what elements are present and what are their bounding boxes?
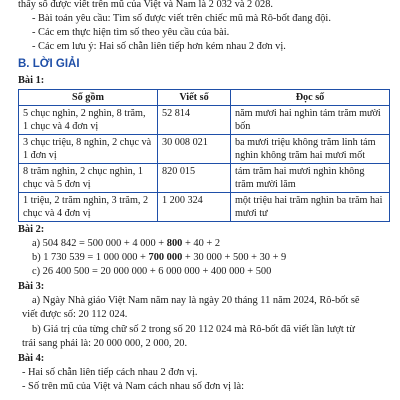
table-cell: tám trăm hai mươi nghìn không trăm mười lăm (231, 163, 390, 192)
bai2-a-pre: a) 504 842 = 500 000 + 4 000 + (32, 238, 167, 250)
bai3-label: Bài 3: (18, 281, 45, 293)
table-cell: 30 008 021 (158, 134, 231, 163)
table-row (19, 105, 390, 134)
table-cell: 52 814 (158, 105, 231, 134)
bai4-line1: - Hai số chẵn liên tiếp cách nhau 2 đơn vị. (22, 366, 198, 378)
bai1-table (18, 89, 390, 222)
table-row (19, 193, 390, 222)
bai2-label: Bài 2: (18, 224, 45, 236)
bai3-a-line2: viết được số: 20 112 024. (22, 309, 128, 321)
intro-line-3: - Các em thực hiện tìm số theo yêu cầu của bài. (32, 27, 230, 39)
table-header: Số gồm (19, 89, 158, 105)
bai2-b-pre: b) 1 730 539 = 1 000 000 + (32, 252, 149, 264)
table-cell: 8 trăm nghìn, 2 chục nghìn, 1 chục và 5 đơn vị (19, 163, 158, 192)
table-cell: 1 200 324 (158, 193, 231, 222)
bai4-line2: - Số trên mũ của Việt và Nam cách nhau số đơn vị là: (22, 380, 244, 392)
bai2-b-bold: 700 000 (148, 252, 183, 264)
bai2-a-bold: 800 (166, 238, 183, 250)
table-cell: 3 chục triệu, 8 nghìn, 2 chục và 1 đơn vị (19, 134, 158, 163)
bai3-b-line2: trái sang phải là: 20 000 000, 2 000, 20. (22, 337, 188, 349)
table-header-row (19, 89, 390, 105)
section-heading: B. LỜI GIẢI (18, 58, 80, 71)
intro-line-1: thấy số được viết trên mũ của Việt và Nam là 2 032 và 2 028. (18, 0, 274, 10)
intro-line-4: - Các em lưu ý: Hai số chẵn liên tiếp hơn kém nhau 2 đơn vị. (32, 41, 286, 53)
bai2-c (18, 265, 390, 279)
bai2-b-post: + 30 000 + 500 + 30 + 9 (182, 252, 287, 264)
bai2-b (18, 251, 390, 265)
table-row (19, 134, 390, 163)
table-cell: một triệu hai trăm nghìn ba trăm hai mươi tư (231, 193, 390, 222)
table-cell: 5 chục nghìn, 2 nghìn, 8 trăm, 1 chục và 4 đơn vị (19, 105, 158, 134)
bai2-a-post: + 40 + 2 (182, 238, 221, 250)
table-cell: 820 015 (158, 163, 231, 192)
bai2-a (18, 237, 390, 251)
bai3-a-line1: a) Ngày Nhà giáo Việt Nam năm nay là ngày 20 tháng 11 năm 2024, Rô-bốt sẽ (32, 295, 360, 307)
table-cell: 1 triệu, 2 trăm nghìn, 3 trăm, 2 chục và 4 đơn vị (19, 193, 158, 222)
table-row (19, 163, 390, 192)
table-cell: năm mươi hai nghìn tám trăm mười bốn (231, 105, 390, 134)
table-header: Đọc số (231, 89, 390, 105)
bai4-label: Bài 4: (18, 352, 45, 364)
bai2-c-pre: c) 26 400 500 = 20 000 000 + 6 000 000 + 400 000 + 500 (32, 266, 272, 278)
intro-line-2: - Bài toán yêu cầu: Tìm số được viết trên chiếc mũ mà Rô-bốt đang đội. (32, 13, 331, 25)
table-cell: ba mươi triệu không trăm linh tám nghìn không trăm hai mươi mốt (231, 134, 390, 163)
table-header: Viết số (158, 89, 231, 105)
bai1-label: Bài 1: (18, 74, 45, 86)
bai3-b-line1: b) Giá trị của từng chữ số 2 trong số 20 112 024 mà Rô-bốt đã viết lần lượt từ (32, 323, 355, 335)
